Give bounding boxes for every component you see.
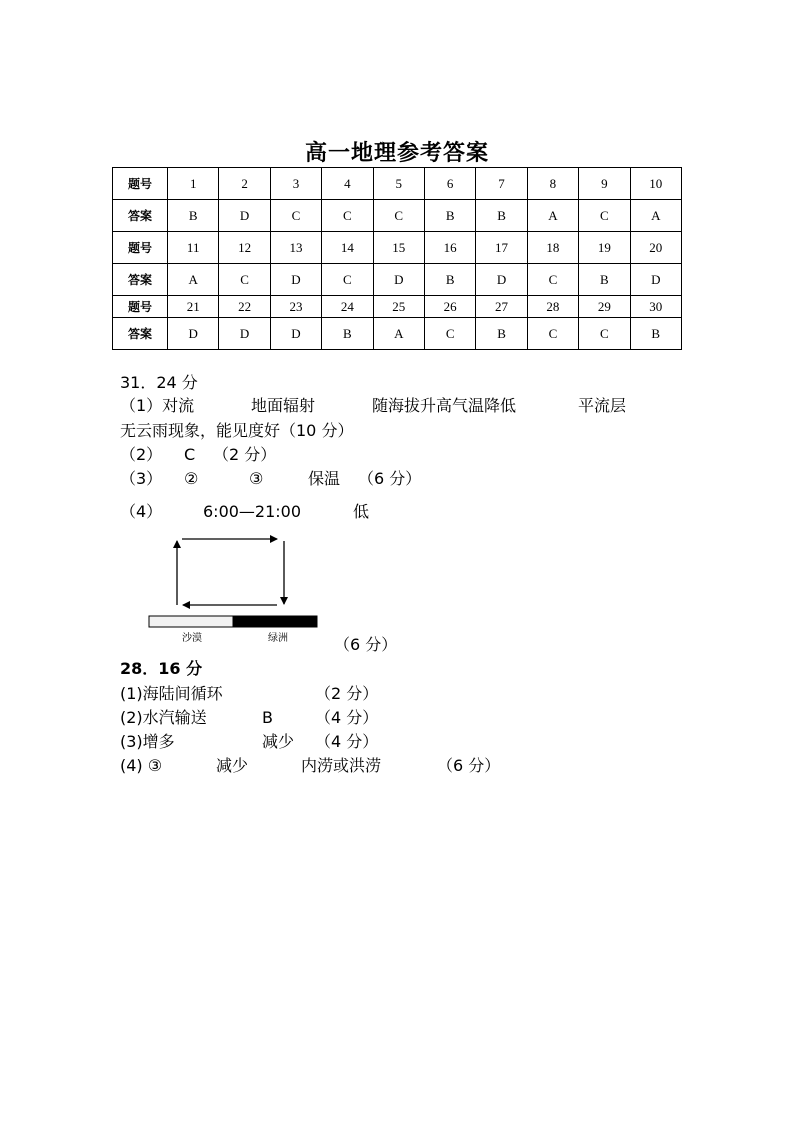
q28-heading: 28．16 分	[120, 659, 203, 678]
q28-l1-a: (1)海陆间循环	[120, 684, 223, 703]
answer-cell: C	[424, 318, 475, 350]
question-number-cell: 9	[579, 168, 630, 200]
q31-p3-e: （6 分）	[358, 469, 422, 488]
question-number-cell: 25	[373, 296, 424, 318]
answer-cell: B	[424, 200, 475, 232]
q31-p1-c: 随海拔升高气温降低	[372, 396, 517, 415]
q31-p3-b: ②	[184, 469, 199, 488]
question-number-cell: 6	[424, 168, 475, 200]
question-number-cell: 18	[527, 232, 578, 264]
question-number-cell: 10	[630, 168, 681, 200]
q31-p1-b: 地面辐射	[251, 396, 316, 415]
answer-cell: B	[579, 264, 630, 296]
q31-p4-score: （6 分）	[334, 635, 398, 654]
question-number-cell: 23	[270, 296, 321, 318]
q28-l4-c: 内涝或洪涝	[301, 756, 382, 775]
answer-cell: D	[219, 318, 270, 350]
answer-row	[113, 318, 682, 350]
answer-cell: D	[219, 200, 270, 232]
question-number-cell: 26	[424, 296, 475, 318]
q28-l4-a: (4) ③	[120, 756, 163, 775]
desert-label: 沙漠	[182, 633, 202, 644]
circulation-diagram	[140, 530, 340, 650]
question-number-cell: 13	[270, 232, 321, 264]
question-number-cell: 28	[527, 296, 578, 318]
question-number-cell: 19	[579, 232, 630, 264]
answer-cell: B	[424, 264, 475, 296]
answer-cell: D	[476, 264, 527, 296]
question-number-cell: 24	[322, 296, 373, 318]
row-label-number: 题号	[113, 296, 168, 318]
q31-p2-a: （2）	[120, 445, 163, 464]
q31-p4-c: 低	[353, 502, 370, 521]
answer-cell: D	[630, 264, 681, 296]
question-number-row	[113, 168, 682, 200]
oasis-bar	[233, 616, 317, 627]
q31-p4-b: 6:00—21:00	[203, 502, 302, 521]
q28-l3-b: 减少	[262, 732, 295, 751]
answer-row	[113, 264, 682, 296]
question-number-cell: 8	[527, 168, 578, 200]
answer-cell: B	[476, 318, 527, 350]
answer-cell: C	[579, 200, 630, 232]
question-number-cell: 11	[168, 232, 219, 264]
answer-cell: C	[270, 200, 321, 232]
question-number-row	[113, 232, 682, 264]
answer-cell: B	[630, 318, 681, 350]
q31-p2-b: C	[184, 445, 196, 464]
q28-l3-c: （4 分）	[315, 732, 379, 751]
q31-heading: 31．24 分	[120, 373, 198, 392]
answer-cell: A	[168, 264, 219, 296]
answer-cell: D	[373, 264, 424, 296]
q31-p1-a: （1）对流	[120, 396, 195, 415]
q28-l3-a: (3)增多	[120, 732, 175, 751]
question-number-cell: 16	[424, 232, 475, 264]
answer-cell: A	[630, 200, 681, 232]
q28-l4-b: 减少	[216, 756, 249, 775]
answer-row	[113, 200, 682, 232]
question-number-cell: 17	[476, 232, 527, 264]
question-number-cell: 1	[168, 168, 219, 200]
answer-cell: B	[476, 200, 527, 232]
answer-cell: B	[168, 200, 219, 232]
answer-cell: C	[579, 318, 630, 350]
answer-table	[112, 167, 682, 350]
answer-cell: D	[270, 318, 321, 350]
q31-p2-c: （2 分）	[213, 445, 277, 464]
answer-cell: C	[219, 264, 270, 296]
question-number-cell: 7	[476, 168, 527, 200]
answer-cell: D	[270, 264, 321, 296]
q31-p3-c: ③	[249, 469, 264, 488]
page-title: 高一地理参考答案	[304, 141, 489, 166]
oasis-label: 绿洲	[268, 633, 288, 644]
q28-l2-b: B	[262, 708, 273, 727]
answer-cell: C	[322, 200, 373, 232]
answer-cell: C	[322, 264, 373, 296]
row-label-answer: 答案	[113, 200, 168, 232]
q31-p1-cont: 无云雨现象，能见度好（10 分）	[120, 421, 354, 440]
answer-cell: A	[527, 200, 578, 232]
q31-p1-d: 平流层	[578, 396, 627, 415]
row-label-answer: 答案	[113, 264, 168, 296]
q31-p4-a: （4）	[120, 502, 163, 521]
q28-l2-c: （4 分）	[315, 708, 379, 727]
question-number-cell: 21	[168, 296, 219, 318]
answer-cell: C	[373, 200, 424, 232]
question-number-cell: 30	[630, 296, 681, 318]
answer-cell: C	[527, 318, 578, 350]
q31-p3-a: （3）	[120, 469, 163, 488]
question-number-cell: 20	[630, 232, 681, 264]
question-number-cell: 27	[476, 296, 527, 318]
question-number-cell: 12	[219, 232, 270, 264]
answer-cell: B	[322, 318, 373, 350]
row-label-number: 题号	[113, 232, 168, 264]
question-number-cell: 5	[373, 168, 424, 200]
question-number-cell: 2	[219, 168, 270, 200]
question-number-cell: 4	[322, 168, 373, 200]
question-number-cell: 14	[322, 232, 373, 264]
q28-l2-a: (2)水汽输送	[120, 708, 207, 727]
answer-cell: D	[168, 318, 219, 350]
q28-l4-d: （6 分）	[437, 756, 501, 775]
question-number-cell: 22	[219, 296, 270, 318]
question-number-cell: 3	[270, 168, 321, 200]
row-label-answer: 答案	[113, 318, 168, 350]
row-label-number: 题号	[113, 168, 168, 200]
q28-l1-b: （2 分）	[315, 684, 379, 703]
question-number-cell: 15	[373, 232, 424, 264]
answer-cell: A	[373, 318, 424, 350]
q31-p3-d: 保温	[308, 469, 341, 488]
desert-bar	[149, 616, 233, 627]
answer-cell: C	[527, 264, 578, 296]
question-number-cell: 29	[579, 296, 630, 318]
question-number-row	[113, 296, 682, 318]
